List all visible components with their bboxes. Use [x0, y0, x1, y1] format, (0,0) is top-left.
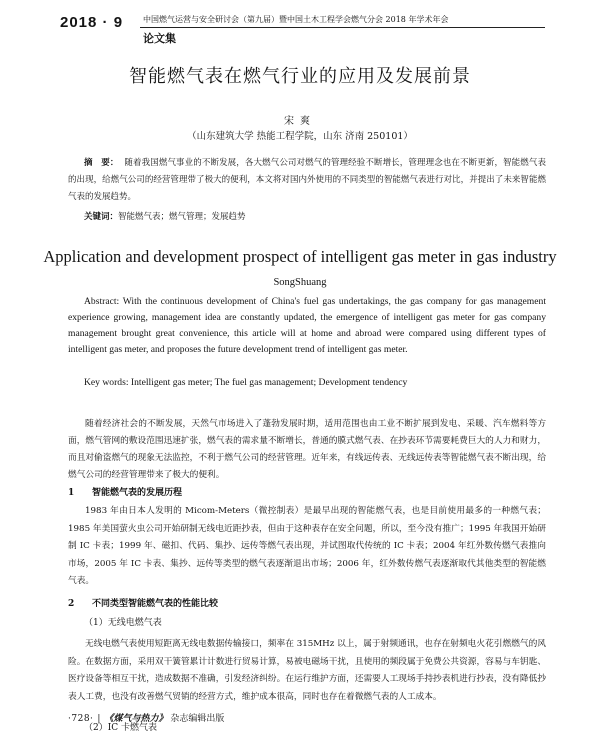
intro-paragraph: 随着经济社会的不断发展，天然气市场进入了蓬勃发展时期，适用范围也由工业不断扩展到发电、采暖、汽车燃料等方面，燃气管网的敷设范围迅速扩张，燃气表的需求量不断增长，普通的膜式燃气表、在抄表环节需要耗费巨大的人力和财力，而且对偷盗燃气的现象无法监控，不利于燃气公司的经营管理。近年来，有线远传表、无线远传表等智能燃气表不断出现，给燃气公司的经营管理带来了极大的便利。: [68, 419, 546, 480]
title-chinese: 智能燃气表在燃气行业的应用及发展前景: [129, 66, 471, 87]
abstract-english-text: With the continuous development of China's fuel gas undertakings, the gas company for gas management experience growing, management idea are constantly updated, the emergence of intelligent gas meter for gas company management brought great convenience, this article will at home and abroad were compared using different types of intelligent gas meter, and proposes the future development trend of intelligent gas meter.: [68, 296, 546, 355]
page-footer: [68, 711, 224, 724]
affiliation-chinese: （山东建筑大学 热能工程学院，山东 济南 250101）: [187, 131, 413, 142]
abstract-english: [68, 294, 546, 358]
header-divider: [140, 27, 545, 28]
keywords-chinese-label: 关键词：: [84, 212, 119, 222]
keywords-chinese: [84, 210, 246, 222]
page-number: ·728·: [68, 714, 94, 724]
journal-name: 《煤气与热力》: [104, 714, 168, 724]
subsection-radio-meter-paragraph: 无线电燃气表使用短距离无线电数据传输接口，频率在 315MHz 以上，属于射频通讯，也存在射频电火花引燃燃气的风险。在数据方面，采用双干簧管累计计数进行贸易计算，易被电磁场干扰，且使用的频段属于免费公共资源，容易与车钥匙、医疗设备等相互干扰，造成数据不准确，引发经济纠纷。在运行维护方面，还需要人工现场手持抄表机进行抄表，没有降低抄表人工费，也没有改善燃气贸销的经营方式，维护成本很高，同时也存在着微燃气表的人工成本。: [68, 639, 546, 702]
section-2-number: 2: [68, 599, 75, 609]
section-1-number: 1: [68, 488, 75, 498]
section-1-heading: [68, 485, 182, 498]
author-english: SongShuang: [273, 277, 327, 288]
subsection-ic-card-heading: （2）IC 卡燃气表: [84, 723, 158, 733]
subsection-radio-meter-heading: （1）无线电燃气表: [84, 618, 162, 628]
keywords-english-label: Key words:: [84, 377, 129, 388]
section-1-paragraph: 1983 年由日本人发明的 Micom-Meters（微控制表）是最早出现的智能燃气表，也是目前使用最多的一种燃气表；1985 年美国萤火虫公司开始研制无线电近距抄表，但由于这种表存在安全问题，所以，至今没有推广；1995 年我国开始研制 IC 卡表；1999 年、磁扣、代码、集抄、远传等燃气表出现，并试图取代传统的 IC 卡表；2004 年红外数传燃气表推向市场，2005 年 IC 卡表、集抄、远传等类型的燃气表逐渐退出市场；2006 年，红外数传燃气表逐渐取代其他类型的智能燃气表。: [68, 506, 546, 586]
author-chinese: 宋爽: [284, 116, 316, 127]
section-1-title: 智能燃气表的发展历程: [92, 488, 183, 498]
header-year-issue: 2018 · 9: [60, 14, 124, 31]
footer-divider: |: [97, 714, 101, 724]
abstract-chinese-text: 随着我国燃气事业的不断发展，各大燃气公司对燃气的管理经验不断增长，管理理念也在不断更新，智能燃气表的出现，给燃气公司的经营管理带了极大的便利，本文将对国内外使用的不同类型的智能燃气表进行对比，并提出了未来智能燃气表的发展趋势。: [68, 158, 546, 202]
abstract-chinese-label: 摘 要：: [84, 158, 119, 168]
publisher-text: 杂志编辑出版: [170, 714, 225, 724]
section-2-title: 不同类型智能燃气表的性能比较: [92, 599, 219, 609]
section-2-heading: [68, 596, 218, 609]
abstract-chinese: [68, 155, 546, 206]
keywords-english: [84, 377, 407, 388]
header-conference: 中国燃气运营与安全研讨会（第九届）暨中国土木工程学会燃气分会 2018 年学术年会: [143, 15, 449, 24]
abstract-english-label: Abstract:: [84, 296, 120, 307]
keywords-chinese-text: 智能燃气表；燃气管理；发展趋势: [118, 212, 246, 222]
keywords-english-text: Intelligent gas meter; The fuel gas management; Development tendency: [130, 377, 408, 388]
title-english: Application and development prospect of intelligent gas meter in gas industry: [43, 247, 557, 266]
header-section: 论文集: [143, 32, 176, 45]
